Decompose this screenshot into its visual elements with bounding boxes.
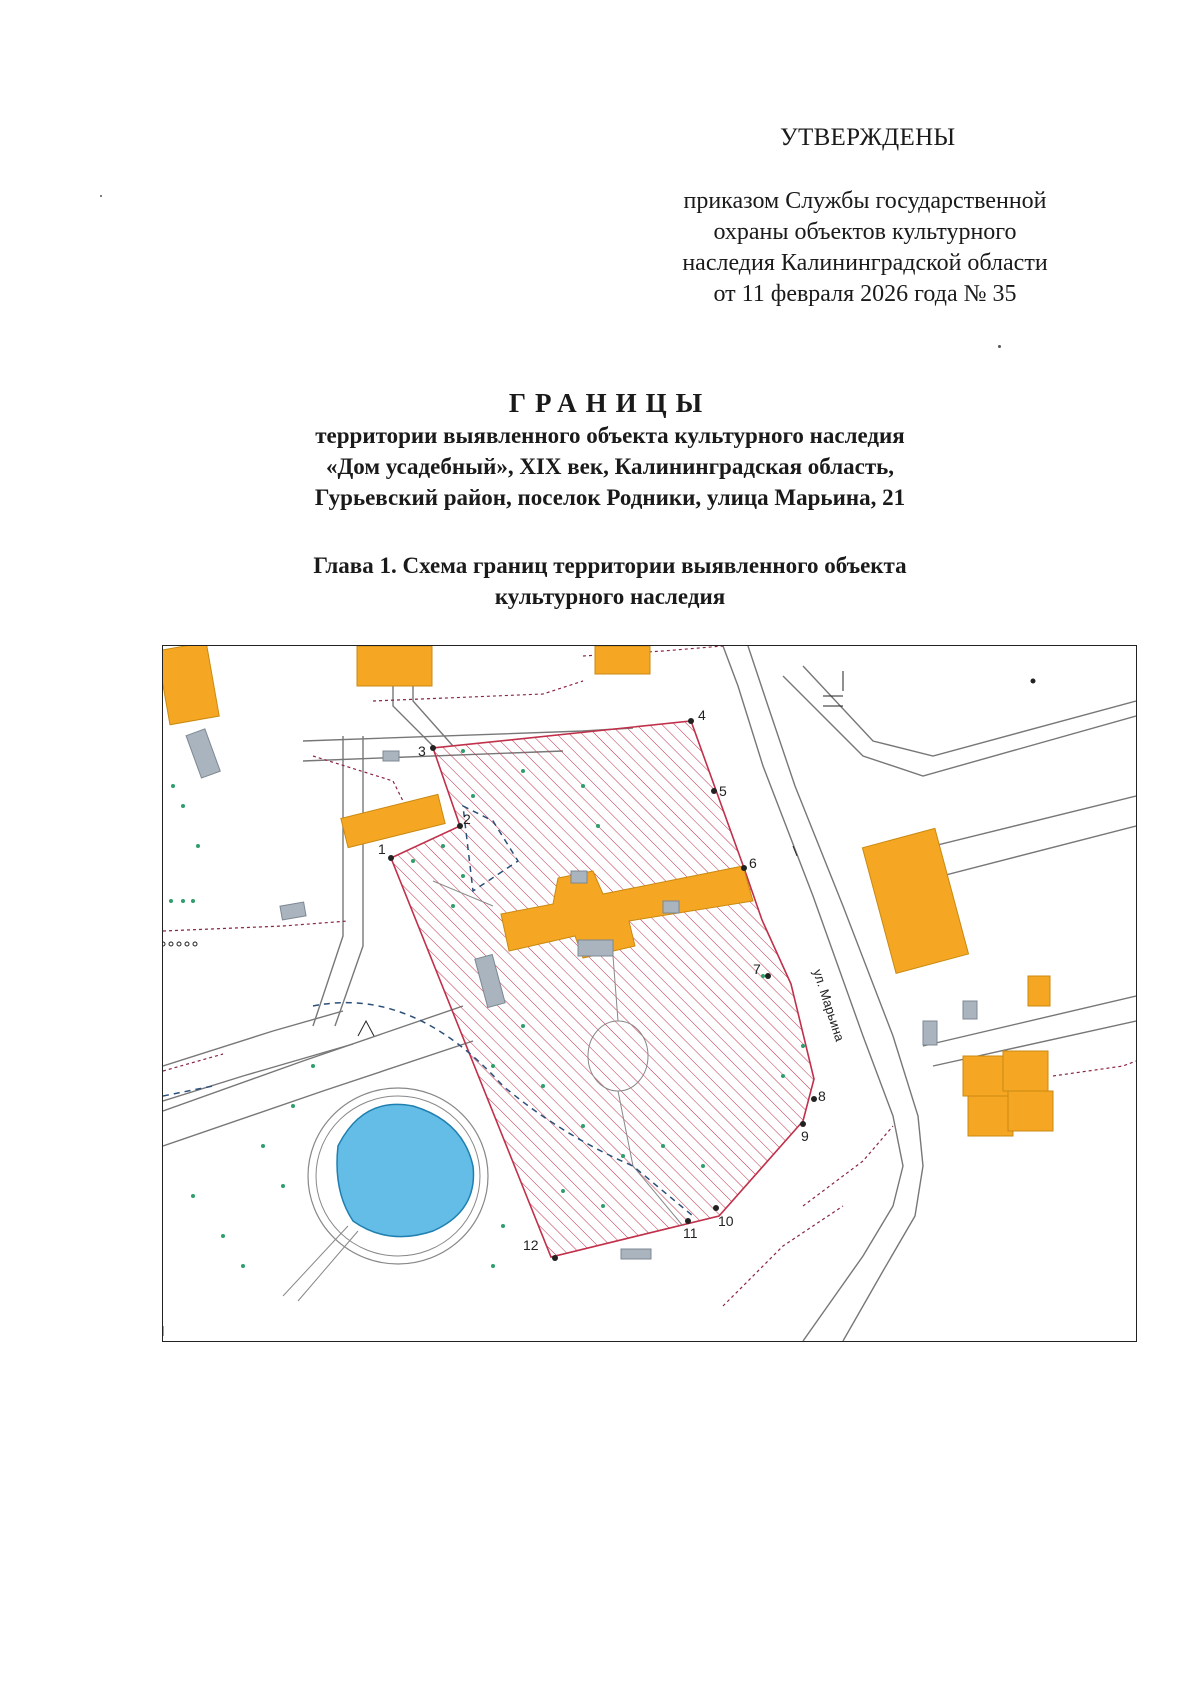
- boundary-point-6: [741, 865, 747, 871]
- title-line: территории выявленного объекта культурного наследия: [315, 423, 905, 448]
- order-line: охраны объектов культурного: [713, 219, 1017, 245]
- point-label-1: 1: [378, 841, 386, 857]
- point-label-3: 3: [418, 743, 426, 759]
- title-line: «Дом усадебный», XIX век, Калининградская область,: [325, 454, 895, 479]
- point-label-8: 8: [818, 1088, 826, 1104]
- order-line: наследия Калининградской области: [682, 250, 1048, 276]
- boundary-point-10: [713, 1205, 719, 1211]
- order-reference: [600, 186, 1130, 310]
- boundary-point-1: [388, 855, 394, 861]
- pond: [283, 1088, 488, 1301]
- chapter-line: культурного наследия: [494, 584, 726, 609]
- boundary-point-12: [552, 1255, 558, 1261]
- point-label-9: 9: [801, 1128, 809, 1144]
- boundary-point-7: [765, 973, 771, 979]
- point-label-12: 12: [523, 1237, 539, 1253]
- scan-speck: [100, 195, 102, 197]
- boundary-point-11: [685, 1218, 691, 1224]
- point-label-10: 10: [718, 1213, 734, 1229]
- approval-heading: УТВЕРЖДЕНЫ: [780, 124, 956, 151]
- boundary-point-4: [688, 718, 694, 724]
- map-canvas: [163, 646, 1136, 1341]
- document-title: [150, 386, 1070, 513]
- point-label-5: 5: [719, 783, 727, 799]
- title-line: Гурьевский район, поселок Родники, улица Марьина, 21: [314, 485, 906, 510]
- boundary-point-9: [800, 1121, 806, 1127]
- point-label-2: 2: [463, 811, 471, 827]
- point-label-11: 11: [683, 1225, 698, 1241]
- order-line: от 11 февраля 2026 года № 35: [713, 281, 1017, 307]
- chapter-heading: [150, 550, 1070, 612]
- title-main: ГРАНИЦЫ: [508, 388, 712, 418]
- boundary-point-3: [430, 745, 436, 751]
- point-label-6: 6: [749, 855, 757, 871]
- street-label: ул. Марьина: [810, 967, 848, 1044]
- order-line: приказом Службы государственной: [683, 188, 1047, 214]
- boundary-point-5: [711, 788, 717, 794]
- boundary-map: [162, 645, 1137, 1342]
- scan-speck: [998, 345, 1001, 348]
- point-label-7: 7: [753, 961, 761, 977]
- point-label-4: 4: [698, 707, 706, 723]
- chapter-line: Глава 1. Схема границ территории выявленного объекта: [313, 553, 907, 578]
- boundary-point-8: [811, 1096, 817, 1102]
